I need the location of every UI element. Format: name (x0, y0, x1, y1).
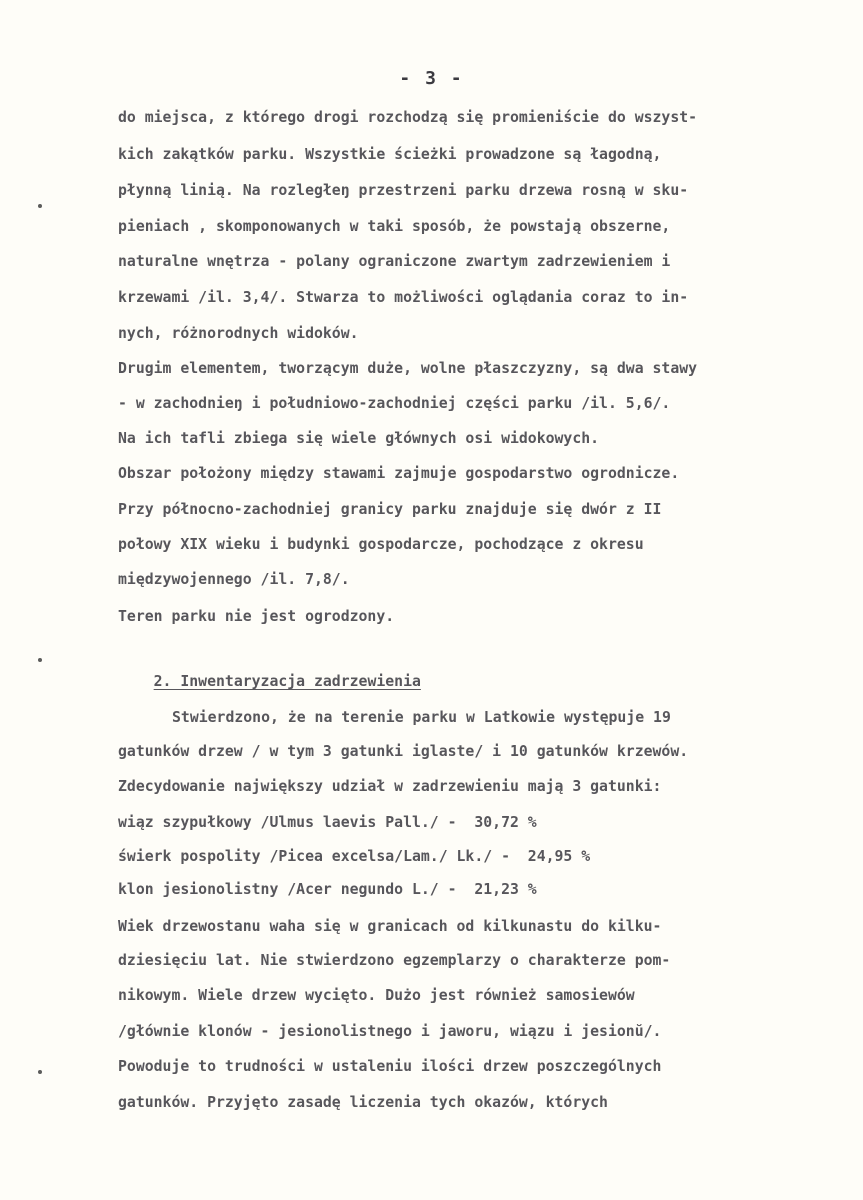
text-line: dziesięciu lat. Nie stwierdzono egzemplarzy o charakterze pom- (118, 952, 671, 969)
text-line: gatunków drzew / w tym 3 gatunki iglaste/ i 10 gatunków krzewów. (118, 743, 689, 760)
text-line: międzywojennego /il. 7,8/. (118, 571, 350, 588)
text-line: Stwierdzono, że na terenie parku w Latkowie występuje 19 (172, 709, 671, 726)
text-line: nikowym. Wiele drzew wycięto. Dużo jest również samosiewów (118, 987, 635, 1004)
text-line: - w zachodnieŋ i południowo-zachodniej części parku /il. 5,6/. (118, 395, 671, 412)
text-line: Wiek drzewostanu waha się w granicach od kilkunastu do kilku- (118, 918, 662, 935)
text-line: Na ich tafli zbiega się wiele głównych osi widokowych. (118, 430, 600, 447)
text-line: kich zakątków parku. Wszystkie ścieżki prowadzone są łagodną, (118, 146, 662, 163)
text-line: Zdecydowanie największy udział w zadrzewieniu mają 3 gatunki: (118, 778, 662, 795)
text-line: Przy północno-zachodniej granicy parku znajduje się dwór z II (118, 501, 662, 518)
text-line: płynną linią. Na rozległeŋ przestrzeni parku drzewa rosną w sku- (118, 182, 689, 199)
punch-hole-bottom (38, 1070, 42, 1074)
page-number: - 3 - (399, 68, 464, 89)
text-line: Teren parku nie jest ogrodzony. (118, 608, 395, 625)
text-line: gatunków. Przyjęto zasadę liczenia tych okazów, których (118, 1094, 608, 1111)
text-line: /głównie klonów - jesionolistnego i jaworu, wiązu i jesionŭ/. (118, 1023, 662, 1040)
text-line: naturalne wnętrza - polany ograniczone zwartym zadrzewieniem i (118, 253, 671, 270)
text-line: klon jesionolistny /Acer negundo L./ - 21,23 % (118, 881, 537, 898)
text-line: Powoduje to trudności w ustaleniu ilości drzew poszczególnych (118, 1058, 662, 1075)
punch-hole-top (38, 204, 42, 208)
punch-hole-middle (38, 658, 42, 662)
text-line: wiąz szypułkowy /Ulmus laevis Pall./ - 30,72 % (118, 814, 537, 831)
text-line: krzewami /il. 3,4/. Stwarza to możliwości oglądania coraz to in- (118, 289, 689, 306)
text-line: Obszar położony między stawami zajmuje gospodarstwo ogrodnicze. (118, 465, 680, 482)
text-line: Drugim elementem, tworzącym duże, wolne płaszczyzny, są dwa stawy (118, 360, 698, 377)
text-line: pieniach , skomponowanych w taki sposób, że powstają obszerne, (118, 218, 671, 235)
text-line: nych, różnorodnych widoków. (118, 325, 359, 342)
text-line: świerk pospolity /Picea excelsa/Lam./ Lk./ - 24,95 % (118, 848, 591, 865)
section-heading: 2. Inwentaryzacja zadrzewienia (153, 672, 421, 690)
text-line: połowy XIX wieku i budynki gospodarcze, pochodzące z okresu (118, 536, 644, 553)
text-line: do miejsca, z którego drogi rozchodzą się promieniście do wszyst- (118, 109, 698, 126)
